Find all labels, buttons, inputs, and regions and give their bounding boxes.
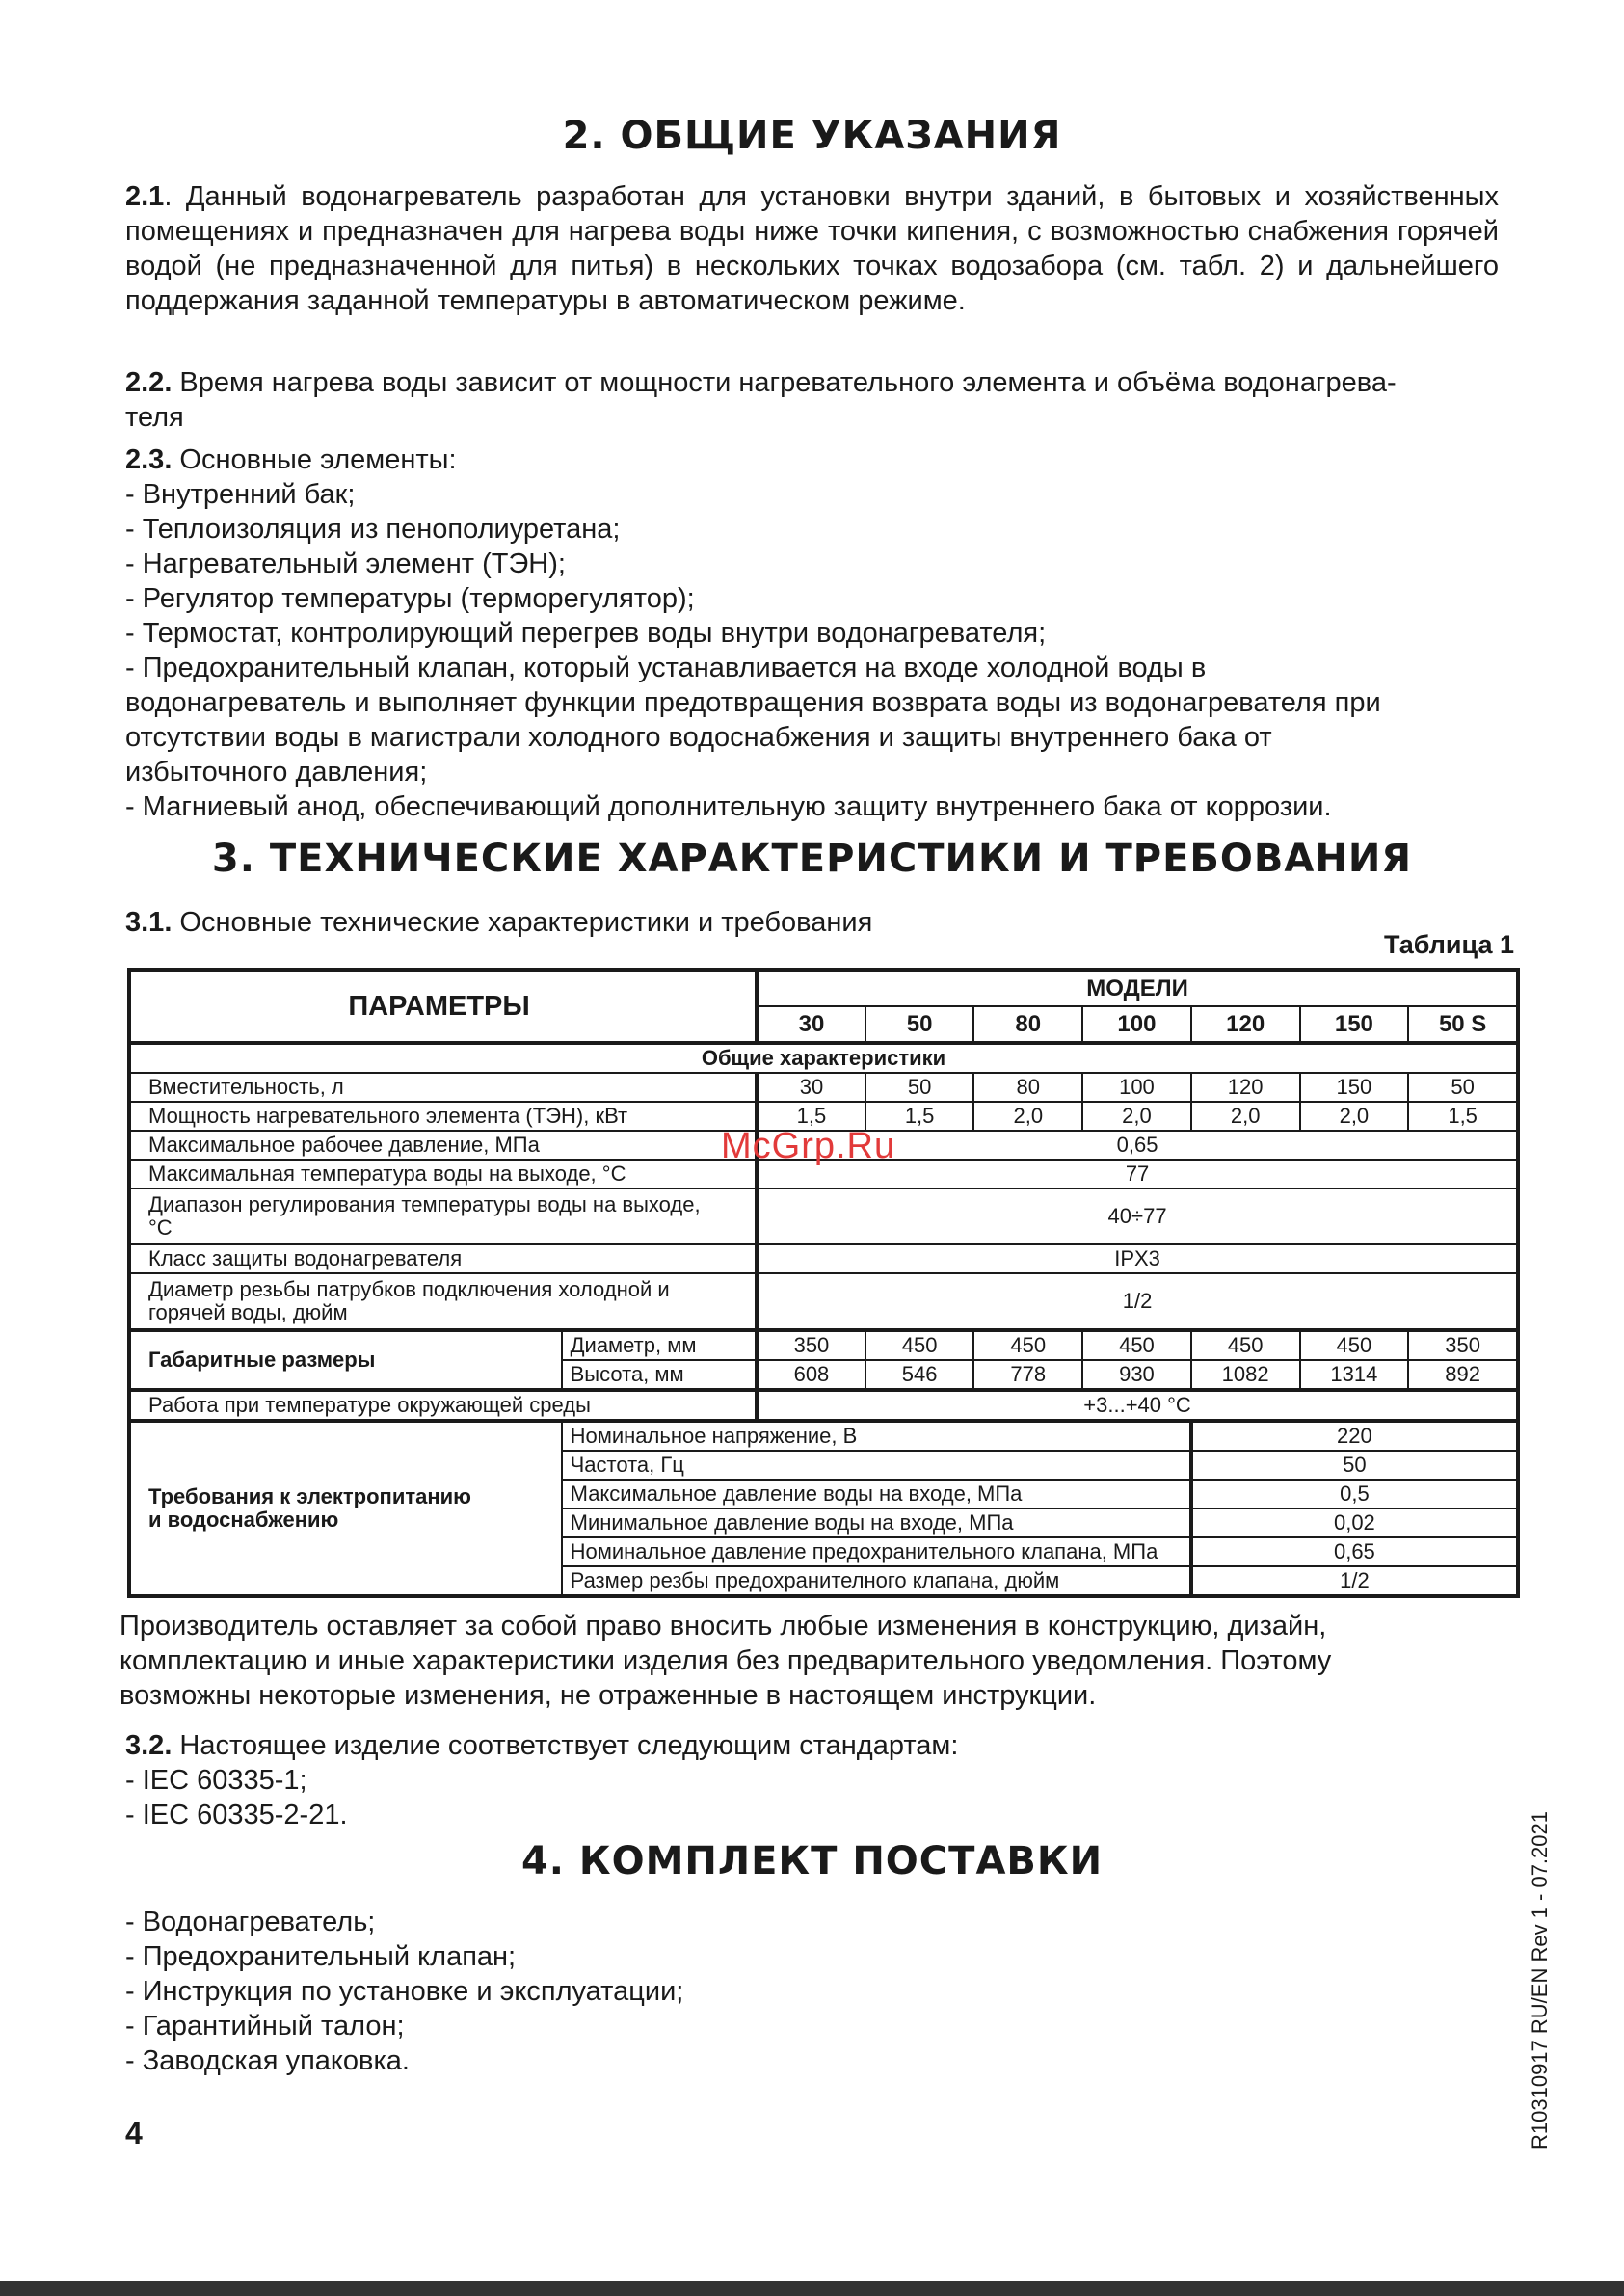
- req-row-value: 0,5: [1191, 1480, 1518, 1508]
- model-cell: 30: [757, 1006, 865, 1043]
- ambient-value: +3...+40 °С: [757, 1390, 1518, 1421]
- paragraph-2-1: [125, 179, 1499, 318]
- power-cell: 1,5: [1408, 1102, 1518, 1131]
- section-3-title: 3. ТЕХНИЧЕСКИЕ ХАРАКТЕРИСТИКИ И ТРЕБОВАНИЯ: [211, 837, 1413, 881]
- manufacturer-note: [120, 1609, 1493, 1713]
- list-item: - Теплоизоляция из пенополиуретана;: [125, 514, 621, 545]
- diameter-cell: 450: [1191, 1330, 1300, 1360]
- ambient-label: Работа при температуре окружающей среды: [129, 1390, 757, 1421]
- diameter-cell: 450: [1082, 1330, 1191, 1360]
- capacity-cell: 80: [973, 1073, 1082, 1102]
- range-value: 40÷77: [757, 1188, 1518, 1244]
- height-cell: 778: [973, 1360, 1082, 1390]
- note-line: возможны некоторые изменения, не отраженные в настоящем инструкции.: [120, 1680, 1097, 1711]
- paragraph-3-2: [125, 1728, 1499, 1832]
- req-row-label: Минимальное давление воды на входе, МПа: [562, 1508, 1191, 1537]
- protection-label: Класс защиты водонагревателя: [129, 1244, 757, 1273]
- height-cell: 1082: [1191, 1360, 1300, 1390]
- power-cell: 1,5: [865, 1102, 974, 1131]
- table-row: [129, 1273, 1518, 1330]
- req-row-label: Максимальное давление воды на входе, МПа: [562, 1480, 1191, 1508]
- table-row: [129, 1390, 1518, 1421]
- thread-value: 1/2: [757, 1273, 1518, 1330]
- capacity-label: Вместительность, л: [129, 1073, 757, 1102]
- table-row: [129, 1330, 1518, 1360]
- model-cell: 150: [1300, 1006, 1409, 1043]
- power-cell: 2,0: [973, 1102, 1082, 1131]
- paragraph-2-3-number: 2.3.: [125, 444, 173, 475]
- model-cell: 50 S: [1408, 1006, 1518, 1043]
- power-cell: 2,0: [1082, 1102, 1191, 1131]
- section-2-title: 2. ОБЩИЕ УКАЗАНИЯ: [562, 114, 1062, 158]
- dims-label: Габаритные размеры: [129, 1330, 562, 1390]
- table-row: [129, 1244, 1518, 1273]
- req-row-label: Номинальное напряжение, В: [562, 1421, 1191, 1451]
- delivery-list: [125, 1905, 1499, 2078]
- diameter-cell: 450: [865, 1330, 974, 1360]
- capacity-cell: 50: [865, 1073, 974, 1102]
- height-cell: 1314: [1300, 1360, 1409, 1390]
- model-cell: 80: [973, 1006, 1082, 1043]
- paragraph-3-2-number: 3.2.: [125, 1730, 173, 1761]
- list-item: - Магниевый анод, обеспечивающий дополнительную защиту внутреннего бака от коррозии.: [125, 791, 1332, 822]
- table-caption: Таблица 1: [1383, 930, 1514, 959]
- capacity-cell: 120: [1191, 1073, 1300, 1102]
- list-item: - Предохранительный клапан;: [125, 1941, 517, 1972]
- table-row: [129, 1073, 1518, 1102]
- models-header: МОДЕЛИ: [757, 970, 1518, 1006]
- watermark: McGrp.Ru: [721, 1126, 896, 1166]
- capacity-cell: 100: [1082, 1073, 1191, 1102]
- list-item: - Регулятор температуры (терморегулятор);: [125, 583, 695, 614]
- thread-label: [129, 1273, 757, 1330]
- thread-label-line-1: Диаметр резьбы патрубков подключения холодной и: [148, 1277, 670, 1301]
- list-item: - Заводская упаковка.: [125, 2045, 410, 2076]
- paragraph-2-2-number: 2.2.: [125, 367, 173, 398]
- range-label-line-1: Диапазон регулирования температуры воды на выходе,: [148, 1192, 701, 1216]
- req-label-line-2: и водоснабжению: [148, 1508, 339, 1532]
- list-item-continued: избыточного давления;: [125, 757, 428, 788]
- req-row-value: 0,02: [1191, 1508, 1518, 1537]
- params-header: ПАРАМЕТРЫ: [129, 970, 757, 1043]
- paragraph-2-1-text: . Данный водонагреватель разработан для установки внутри зданий, в бытовых и хозяйственных помещениях и предназначен для нагрева воды ниже точки кипения, с возможностью снабжения горячей водой (не предназначенной для питья) в нескольких точках водозабора (см. табл. 2) и дальнейшего поддержания заданной температуры в автоматическом режиме.: [125, 181, 1499, 316]
- pressure-value: 0,65: [757, 1131, 1518, 1160]
- diameter-cell: 450: [973, 1330, 1082, 1360]
- list-item: - Предохранительный клапан, который устанавливается на входе холодной воды в: [125, 653, 1207, 683]
- list-item: - Гарантийный талон;: [125, 2011, 405, 2042]
- spec-table: [127, 968, 1520, 1598]
- standard-item: - IEC 60335-2-21.: [125, 1800, 348, 1830]
- capacity-cell: 30: [757, 1073, 865, 1102]
- thread-label-line-2: горячей воды, дюйм: [148, 1300, 348, 1324]
- document-code: R10310917 RU/EN Rev 1 - 07.2021: [1528, 1811, 1552, 2149]
- diameter-cell: 450: [1300, 1330, 1409, 1360]
- list-item-continued: отсутствии воды в магистрали холодного водоснабжения и защиты внутреннего бака от: [125, 722, 1272, 753]
- req-row-value: 1/2: [1191, 1566, 1518, 1596]
- list-item: - Водонагреватель;: [125, 1907, 376, 1937]
- paragraph-3-2-text: Настоящее изделие соответствует следующим стандартам:: [172, 1730, 959, 1761]
- table-header-row: [129, 970, 1518, 1006]
- req-label: [129, 1421, 562, 1596]
- power-cell: 2,0: [1191, 1102, 1300, 1131]
- list-item: - Инструкция по установке и эксплуатации;: [125, 1976, 684, 2007]
- power-cell: 2,0: [1300, 1102, 1409, 1131]
- req-row-label: Номинальное давление предохранительного клапана, МПа: [562, 1537, 1191, 1566]
- model-cell: 100: [1082, 1006, 1191, 1043]
- req-row-label: Размер резбы предохранителного клапана, дюйм: [562, 1566, 1191, 1596]
- footer-bar: [0, 2281, 1624, 2296]
- height-cell: 930: [1082, 1360, 1191, 1390]
- diameter-cell: 350: [757, 1330, 865, 1360]
- range-label: [129, 1188, 757, 1244]
- height-label: Высота, мм: [562, 1360, 757, 1390]
- model-cell: 50: [865, 1006, 974, 1043]
- general-header-row: [129, 1043, 1518, 1073]
- list-item: - Нагревательный элемент (ТЭН);: [125, 548, 566, 579]
- capacity-cell: 150: [1300, 1073, 1409, 1102]
- note-line: Производитель оставляет за собой право вносить любые изменения в конструкцию, дизайн,: [120, 1611, 1327, 1642]
- diameter-cell: 350: [1408, 1330, 1518, 1360]
- page-number: 4: [125, 2116, 143, 2150]
- paragraph-2-2: [125, 365, 1499, 435]
- paragraph-2-3-text: Основные элементы:: [172, 444, 457, 475]
- height-cell: 608: [757, 1360, 865, 1390]
- pressure-label: Максимальное рабочее давление, МПа: [129, 1131, 757, 1160]
- range-label-line-2: °С: [148, 1215, 173, 1240]
- list-item-continued: водонагреватель и выполняет функции предотвращения возврата воды из водонагревателя при: [125, 687, 1381, 718]
- height-cell: 892: [1408, 1360, 1518, 1390]
- list-item: - Термостат, контролирующий перегрев воды внутри водонагревателя;: [125, 618, 1047, 649]
- height-cell: 546: [865, 1360, 974, 1390]
- general-header: Общие характеристики: [129, 1043, 1518, 1073]
- req-row-value: 0,65: [1191, 1537, 1518, 1566]
- req-row-value: 220: [1191, 1421, 1518, 1451]
- paragraph-3-1-text: Основные технические характеристики и требования: [172, 907, 873, 938]
- req-label-line-1: Требования к электропитанию: [148, 1484, 471, 1508]
- paragraph-2-1-number: 2.1: [125, 181, 165, 212]
- maxtemp-value: 77: [757, 1160, 1518, 1188]
- paragraph-3-1-number: 3.1.: [125, 907, 173, 938]
- paragraph-2-2-line-2: теля: [125, 402, 184, 433]
- power-label: Мощность нагревательного элемента (ТЭН), кВт: [129, 1102, 757, 1131]
- paragraph-2-2-line-1: Время нагрева воды зависит от мощности нагревательного элемента и объёма водонагрева-: [172, 367, 1397, 398]
- table-row: [129, 1421, 1518, 1451]
- maxtemp-label: Максимальная температура воды на выходе, °С: [129, 1160, 757, 1188]
- diameter-label: Диаметр, мм: [562, 1330, 757, 1360]
- section-4-title: 4. КОМПЛЕКТ ПОСТАВКИ: [520, 1839, 1104, 1883]
- req-row-value: 50: [1191, 1451, 1518, 1480]
- note-line: комплектацию и иные характеристики изделия без предварительного уведомления. Поэтому: [120, 1645, 1332, 1676]
- capacity-cell: 50: [1408, 1073, 1518, 1102]
- list-item: - Внутренний бак;: [125, 479, 356, 510]
- power-cell: 1,5: [757, 1102, 865, 1131]
- table-row: [129, 1188, 1518, 1244]
- req-row-label: Частота, Гц: [562, 1451, 1191, 1480]
- protection-value: IPX3: [757, 1244, 1518, 1273]
- model-cell: 120: [1191, 1006, 1300, 1043]
- standard-item: - IEC 60335-1;: [125, 1765, 307, 1796]
- paragraph-2-3: [125, 442, 1499, 824]
